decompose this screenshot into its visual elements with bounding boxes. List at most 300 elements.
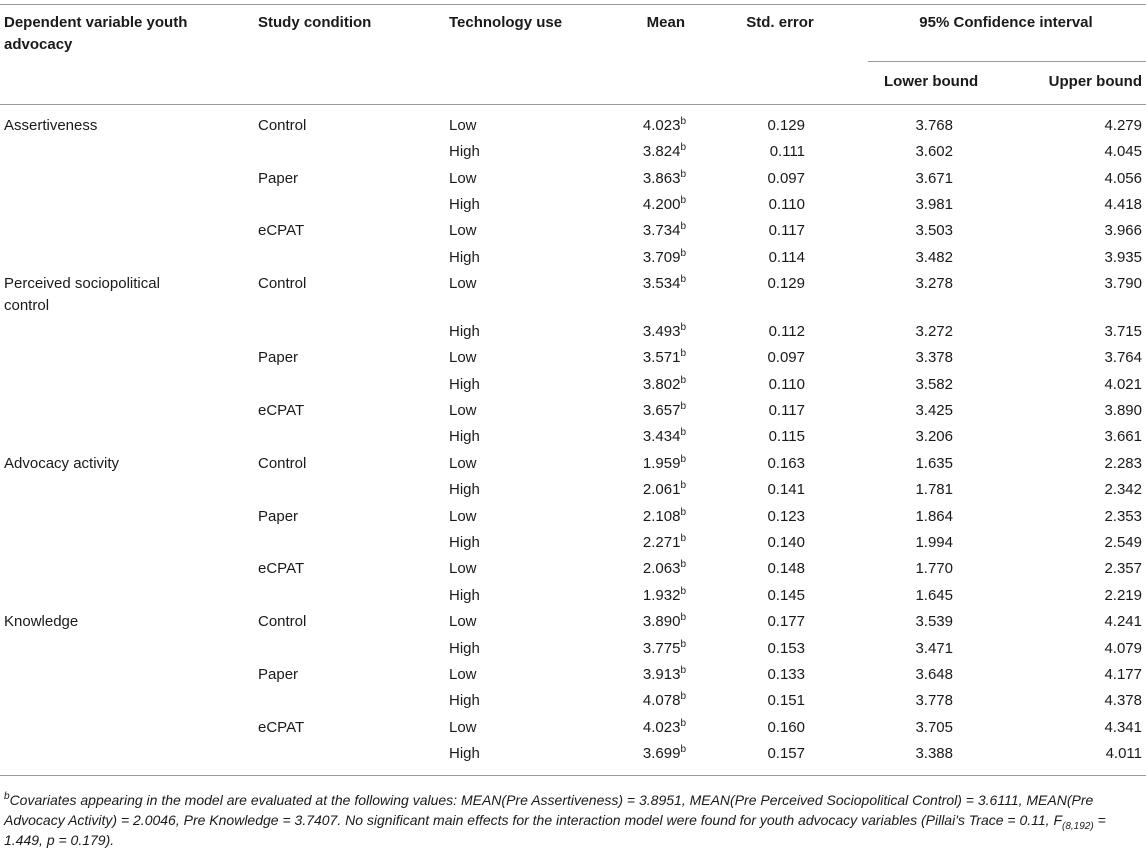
mean-superscript: b [680, 248, 686, 259]
cell-std-error-text: 0.117 [768, 402, 805, 419]
mean-superscript: b [680, 559, 686, 570]
cell-upper-bound-text: 4.378 [1104, 692, 1142, 709]
cell-std-error-text: 0.160 [767, 719, 805, 736]
cell-lower-bound [880, 638, 953, 660]
cell-upper-bound [1040, 453, 1142, 475]
cell-lower-bound-text: 1.994 [915, 534, 953, 551]
cell-variable-text: Perceived sociopolitical control [4, 275, 160, 314]
cell-upper-bound-text: 3.715 [1104, 323, 1142, 340]
cell-upper-bound [1040, 194, 1142, 216]
cell-condition [258, 220, 408, 242]
cell-upper-bound-text: 4.079 [1104, 640, 1142, 657]
cell-technology [449, 453, 549, 475]
mean-superscript: b [680, 744, 686, 755]
cell-mean-text: 3.657 [642, 402, 681, 419]
cell-mean [580, 347, 686, 369]
mean-superscript: b [680, 169, 686, 180]
cell-variable-text: Advocacy activity [4, 455, 120, 472]
cell-lower-bound-text: 3.206 [915, 428, 953, 445]
cell-technology [449, 690, 549, 712]
cell-lower-bound [880, 374, 953, 396]
mean-superscript: b [680, 612, 686, 623]
cell-mean-text: 3.699 [642, 745, 681, 762]
cell-mean-text: 3.824 [642, 143, 681, 160]
footnote-subscript: (8,192) [1062, 820, 1094, 832]
cell-condition-text: Control [258, 117, 307, 134]
cell-variable [4, 611, 204, 633]
footnote-marker: b [4, 791, 10, 802]
mean-superscript: b [680, 507, 686, 518]
cell-technology-text: High [449, 143, 480, 160]
cell-upper-bound-text: 4.056 [1104, 170, 1142, 187]
cell-mean [580, 558, 686, 580]
mean-superscript: b [680, 691, 686, 702]
cell-std-error [730, 638, 805, 660]
header-upper-bound: Upper bound [1048, 73, 1142, 90]
cell-std-error [730, 690, 805, 712]
cell-std-error [730, 247, 805, 269]
cell-lower-bound [880, 532, 953, 554]
cell-upper-bound [1040, 532, 1142, 554]
cell-mean-text: 2.271 [642, 534, 681, 551]
cell-upper-bound [1040, 690, 1142, 712]
cell-upper-bound-text: 3.764 [1104, 349, 1142, 366]
cell-mean [580, 115, 686, 137]
cell-condition-text: eCPAT [258, 719, 305, 736]
cell-condition [258, 168, 408, 190]
cell-std-error-text: 0.177 [767, 613, 805, 630]
cell-upper-bound [1040, 664, 1142, 686]
cell-technology [449, 273, 549, 295]
cell-std-error [730, 585, 805, 607]
mean-superscript: b [680, 480, 686, 491]
cell-std-error [730, 321, 805, 343]
cell-mean [580, 321, 686, 343]
cell-upper-bound-text: 3.790 [1104, 275, 1142, 292]
cell-upper-bound-text: 4.011 [1105, 745, 1142, 762]
cell-mean [580, 479, 686, 501]
cell-technology-text: Low [449, 117, 477, 134]
mean-superscript: b [680, 375, 686, 386]
mean-superscript: b [680, 195, 686, 206]
cell-std-error-text: 0.115 [768, 428, 805, 445]
cell-mean-text: 3.434 [642, 428, 681, 445]
mean-superscript: b [680, 454, 686, 465]
cell-condition-text: eCPAT [258, 222, 305, 239]
cell-std-error-text: 0.140 [767, 534, 805, 551]
cell-upper-bound [1040, 115, 1142, 137]
cell-mean [580, 400, 686, 422]
cell-technology [449, 585, 549, 607]
cell-std-error-text: 0.129 [767, 117, 805, 134]
cell-std-error-text: 0.112 [768, 323, 805, 340]
cell-mean [580, 664, 686, 686]
cell-upper-bound-text: 4.045 [1104, 143, 1142, 160]
cell-upper-bound [1040, 273, 1142, 295]
cell-lower-bound [880, 220, 953, 242]
cell-lower-bound-text: 3.582 [915, 376, 953, 393]
cell-upper-bound-text: 3.966 [1104, 222, 1142, 239]
cell-mean-text: 3.734 [642, 222, 681, 239]
cell-condition-text: Paper [258, 349, 299, 366]
cell-mean [580, 638, 686, 660]
cell-technology [449, 506, 549, 528]
cell-upper-bound [1040, 743, 1142, 765]
cell-lower-bound [880, 426, 953, 448]
cell-mean-text: 3.493 [642, 323, 681, 340]
cell-condition [258, 115, 408, 137]
mean-superscript: b [680, 322, 686, 333]
cell-upper-bound-text: 4.418 [1104, 196, 1142, 213]
table-bottom-rule [0, 775, 1146, 776]
cell-std-error-text: 0.151 [767, 692, 805, 709]
cell-mean [580, 141, 686, 163]
cell-lower-bound-text: 1.635 [915, 455, 953, 472]
cell-upper-bound [1040, 506, 1142, 528]
cell-lower-bound [880, 400, 953, 422]
mean-superscript: b [680, 274, 686, 285]
cell-lower-bound-text: 1.781 [915, 481, 953, 498]
cell-upper-bound [1040, 220, 1142, 242]
cell-technology-text: Low [449, 455, 477, 472]
mean-superscript: b [680, 427, 686, 438]
cell-lower-bound [880, 690, 953, 712]
header-study-condition: Study condition [258, 14, 372, 31]
cell-condition [258, 506, 408, 528]
cell-condition [258, 273, 408, 295]
mean-superscript: b [680, 533, 686, 544]
cell-upper-bound-text: 2.219 [1104, 587, 1142, 604]
cell-variable [4, 115, 204, 137]
cell-condition [258, 717, 408, 739]
cell-technology [449, 638, 549, 660]
cell-mean-text: 3.534 [642, 275, 681, 292]
cell-condition [258, 400, 408, 422]
cell-lower-bound [880, 194, 953, 216]
cell-lower-bound-text: 3.705 [915, 719, 953, 736]
cell-std-error-text: 0.148 [767, 560, 805, 577]
header-technology-use: Technology use [449, 14, 563, 31]
cell-std-error [730, 347, 805, 369]
cell-upper-bound-text: 4.279 [1104, 117, 1142, 134]
cell-std-error [730, 194, 805, 216]
cell-upper-bound [1040, 321, 1142, 343]
cell-std-error [730, 273, 805, 295]
cell-technology [449, 220, 549, 242]
cell-mean-text: 3.863 [642, 170, 681, 187]
cell-technology [449, 347, 549, 369]
cell-std-error-text: 0.157 [767, 745, 805, 762]
cell-mean [580, 247, 686, 269]
cell-mean-text: 2.108 [642, 508, 681, 525]
cell-technology [449, 400, 549, 422]
cell-condition-text: Control [258, 613, 307, 630]
cell-variable [4, 453, 204, 475]
cell-lower-bound [880, 717, 953, 739]
cell-std-error-text: 0.117 [768, 222, 805, 239]
cell-technology [449, 479, 549, 501]
cell-upper-bound [1040, 479, 1142, 501]
cell-mean [580, 743, 686, 765]
cell-std-error [730, 115, 805, 137]
cell-technology-text: Low [449, 508, 477, 525]
cell-technology [449, 247, 549, 269]
ci-subheader-rule [868, 61, 1146, 62]
cell-upper-bound [1040, 717, 1142, 739]
cell-technology-text: Low [449, 222, 477, 239]
cell-technology-text: High [449, 692, 480, 709]
cell-mean-text: 3.775 [642, 640, 681, 657]
cell-std-error-text: 0.123 [767, 508, 805, 525]
mean-superscript: b [680, 401, 686, 412]
cell-std-error [730, 532, 805, 554]
cell-technology-text: Low [449, 402, 477, 419]
cell-std-error-text: 0.163 [767, 455, 805, 472]
cell-std-error [730, 426, 805, 448]
cell-mean [580, 168, 686, 190]
cell-lower-bound [880, 479, 953, 501]
cell-std-error [730, 717, 805, 739]
mean-superscript: b [680, 639, 686, 650]
cell-variable-text: Assertiveness [4, 117, 98, 134]
cell-mean-text: 1.959 [642, 455, 681, 472]
cell-technology [449, 426, 549, 448]
header-mean: Mean [646, 14, 685, 31]
mean-superscript: b [680, 718, 686, 729]
cell-lower-bound-text: 3.278 [915, 275, 953, 292]
cell-mean [580, 717, 686, 739]
cell-technology-text: High [449, 640, 480, 657]
cell-lower-bound-text: 3.482 [915, 249, 953, 266]
cell-upper-bound-text: 3.890 [1104, 402, 1142, 419]
cell-mean-text: 3.571 [642, 349, 681, 366]
cell-mean [580, 532, 686, 554]
cell-condition-text: Control [258, 455, 307, 472]
cell-std-error-text: 0.111 [769, 143, 805, 160]
cell-variable [4, 273, 204, 317]
cell-std-error-text: 0.153 [767, 640, 805, 657]
cell-condition [258, 453, 408, 475]
cell-lower-bound [880, 115, 953, 137]
cell-lower-bound [880, 273, 953, 295]
cell-lower-bound-text: 3.378 [915, 349, 953, 366]
cell-lower-bound-text: 3.471 [915, 640, 953, 657]
cell-technology-text: High [449, 196, 480, 213]
cell-mean [580, 273, 686, 295]
cell-technology-text: Low [449, 666, 477, 683]
cell-upper-bound [1040, 558, 1142, 580]
cell-technology [449, 374, 549, 396]
cell-mean-text: 4.023 [642, 719, 681, 736]
cell-lower-bound [880, 347, 953, 369]
cell-lower-bound [880, 453, 953, 475]
cell-condition [258, 347, 408, 369]
cell-mean [580, 690, 686, 712]
cell-lower-bound-text: 1.864 [915, 508, 953, 525]
cell-std-error [730, 220, 805, 242]
cell-std-error [730, 374, 805, 396]
cell-lower-bound-text: 3.602 [915, 143, 953, 160]
cell-technology [449, 115, 549, 137]
cell-mean [580, 426, 686, 448]
cell-mean-text: 4.078 [642, 692, 681, 709]
cell-technology-text: Low [449, 349, 477, 366]
cell-upper-bound-text: 2.357 [1104, 560, 1142, 577]
cell-mean-text: 3.802 [642, 376, 681, 393]
cell-upper-bound-text: 4.241 [1104, 613, 1142, 630]
cell-mean-text: 4.200 [642, 196, 681, 213]
cell-mean [580, 374, 686, 396]
cell-lower-bound-text: 3.981 [915, 196, 953, 213]
cell-technology [449, 532, 549, 554]
cell-lower-bound [880, 168, 953, 190]
cell-mean [580, 506, 686, 528]
cell-std-error [730, 743, 805, 765]
cell-condition-text: Paper [258, 508, 299, 525]
cell-upper-bound-text: 2.353 [1104, 508, 1142, 525]
cell-std-error [730, 453, 805, 475]
cell-lower-bound [880, 247, 953, 269]
cell-upper-bound-text: 2.342 [1104, 481, 1142, 498]
cell-mean-text: 3.913 [642, 666, 681, 683]
cell-technology-text: High [449, 587, 480, 604]
header-bottom-rule [0, 104, 1146, 105]
cell-std-error [730, 506, 805, 528]
cell-technology [449, 168, 549, 190]
cell-condition [258, 611, 408, 633]
cell-std-error [730, 558, 805, 580]
cell-variable-text: Knowledge [4, 613, 79, 630]
cell-mean [580, 585, 686, 607]
cell-lower-bound-text: 3.671 [915, 170, 953, 187]
cell-std-error-text: 0.097 [767, 349, 805, 366]
cell-lower-bound-text: 3.503 [915, 222, 953, 239]
cell-std-error [730, 400, 805, 422]
cell-lower-bound [880, 611, 953, 633]
cell-upper-bound [1040, 374, 1142, 396]
cell-technology-text: High [449, 745, 480, 762]
cell-std-error [730, 664, 805, 686]
cell-std-error-text: 0.145 [767, 587, 805, 604]
cell-technology-text: Low [449, 170, 477, 187]
cell-lower-bound-text: 3.539 [915, 613, 953, 630]
cell-upper-bound [1040, 168, 1142, 190]
cell-mean [580, 611, 686, 633]
cell-condition-text: Control [258, 275, 307, 292]
header-confidence-interval: 95% Confidence interval [919, 14, 1093, 31]
cell-std-error-text: 0.129 [767, 275, 805, 292]
cell-technology-text: High [449, 481, 480, 498]
cell-std-error-text: 0.141 [767, 481, 805, 498]
mean-superscript: b [680, 586, 686, 597]
cell-lower-bound-text: 3.778 [915, 692, 953, 709]
cell-mean-text: 3.890 [642, 613, 681, 630]
mean-superscript: b [680, 348, 686, 359]
cell-technology [449, 664, 549, 686]
cell-upper-bound-text: 4.177 [1104, 666, 1142, 683]
cell-upper-bound [1040, 141, 1142, 163]
cell-technology-text: High [449, 376, 480, 393]
cell-lower-bound-text: 1.770 [915, 560, 953, 577]
cell-mean [580, 453, 686, 475]
header-dependent-variable: Dependent variable youth advocacy [4, 14, 188, 53]
cell-mean-text: 3.709 [642, 249, 681, 266]
cell-condition-text: eCPAT [258, 560, 305, 577]
cell-mean-text: 2.061 [642, 481, 681, 498]
cell-std-error-text: 0.110 [768, 376, 805, 393]
cell-mean-text: 2.063 [642, 560, 681, 577]
cell-mean [580, 220, 686, 242]
cell-technology-text: Low [449, 613, 477, 630]
cell-upper-bound-text: 3.661 [1104, 428, 1142, 445]
cell-upper-bound-text: 2.283 [1104, 455, 1142, 472]
cell-std-error-text: 0.133 [767, 666, 805, 683]
cell-lower-bound [880, 506, 953, 528]
mean-superscript: b [680, 665, 686, 676]
cell-upper-bound-text: 4.341 [1104, 719, 1142, 736]
cell-std-error [730, 611, 805, 633]
cell-lower-bound [880, 558, 953, 580]
cell-condition-text: Paper [258, 666, 299, 683]
cell-upper-bound [1040, 347, 1142, 369]
cell-technology-text: Low [449, 719, 477, 736]
cell-technology-text: High [449, 534, 480, 551]
cell-lower-bound [880, 141, 953, 163]
cell-upper-bound [1040, 426, 1142, 448]
header-std-error: Std. error [746, 14, 814, 31]
cell-mean [580, 194, 686, 216]
cell-lower-bound-text: 1.645 [915, 587, 953, 604]
table-top-rule [0, 4, 1146, 5]
cell-mean-text: 1.932 [642, 587, 681, 604]
cell-technology [449, 194, 549, 216]
cell-std-error-text: 0.097 [767, 170, 805, 187]
cell-upper-bound [1040, 638, 1142, 660]
cell-technology [449, 743, 549, 765]
mean-superscript: b [680, 142, 686, 153]
cell-upper-bound [1040, 585, 1142, 607]
mean-superscript: b [680, 116, 686, 127]
cell-technology [449, 717, 549, 739]
cell-upper-bound [1040, 247, 1142, 269]
cell-technology [449, 141, 549, 163]
cell-lower-bound-text: 3.388 [915, 745, 953, 762]
cell-technology-text: High [449, 428, 480, 445]
cell-upper-bound-text: 3.935 [1104, 249, 1142, 266]
cell-condition [258, 664, 408, 686]
cell-upper-bound [1040, 611, 1142, 633]
cell-std-error [730, 168, 805, 190]
table-footnote [4, 790, 1142, 850]
cell-mean-text: 4.023 [642, 117, 681, 134]
cell-lower-bound [880, 664, 953, 686]
cell-std-error-text: 0.110 [768, 196, 805, 213]
footnote-text-2: = 1.449, p = 0.179). [4, 812, 1106, 848]
cell-technology-text: Low [449, 560, 477, 577]
cell-technology-text: High [449, 249, 480, 266]
cell-upper-bound-text: 2.549 [1104, 534, 1142, 551]
cell-lower-bound-text: 3.272 [915, 323, 953, 340]
cell-technology [449, 611, 549, 633]
cell-condition-text: Paper [258, 170, 299, 187]
footnote-text-1: Covariates appearing in the model are evaluated at the following values: MEAN(Pre Assertiveness) = 3.8951, MEAN(Pre Perceived Sociopolitical Control) = 3.6111, MEAN(Pre Advocacy Activity) = 2.0046, Pre Knowledge = 3.7407. No significant main effects for the interaction model were found for youth advocacy variables (Pillai's Trace = 0.11, F [4, 792, 1094, 828]
cell-technology-text: Low [449, 275, 477, 292]
cell-technology [449, 558, 549, 580]
header-lower-bound: Lower bound [884, 73, 979, 90]
cell-std-error-text: 0.114 [768, 249, 805, 266]
cell-condition-text: eCPAT [258, 402, 305, 419]
cell-technology [449, 321, 549, 343]
